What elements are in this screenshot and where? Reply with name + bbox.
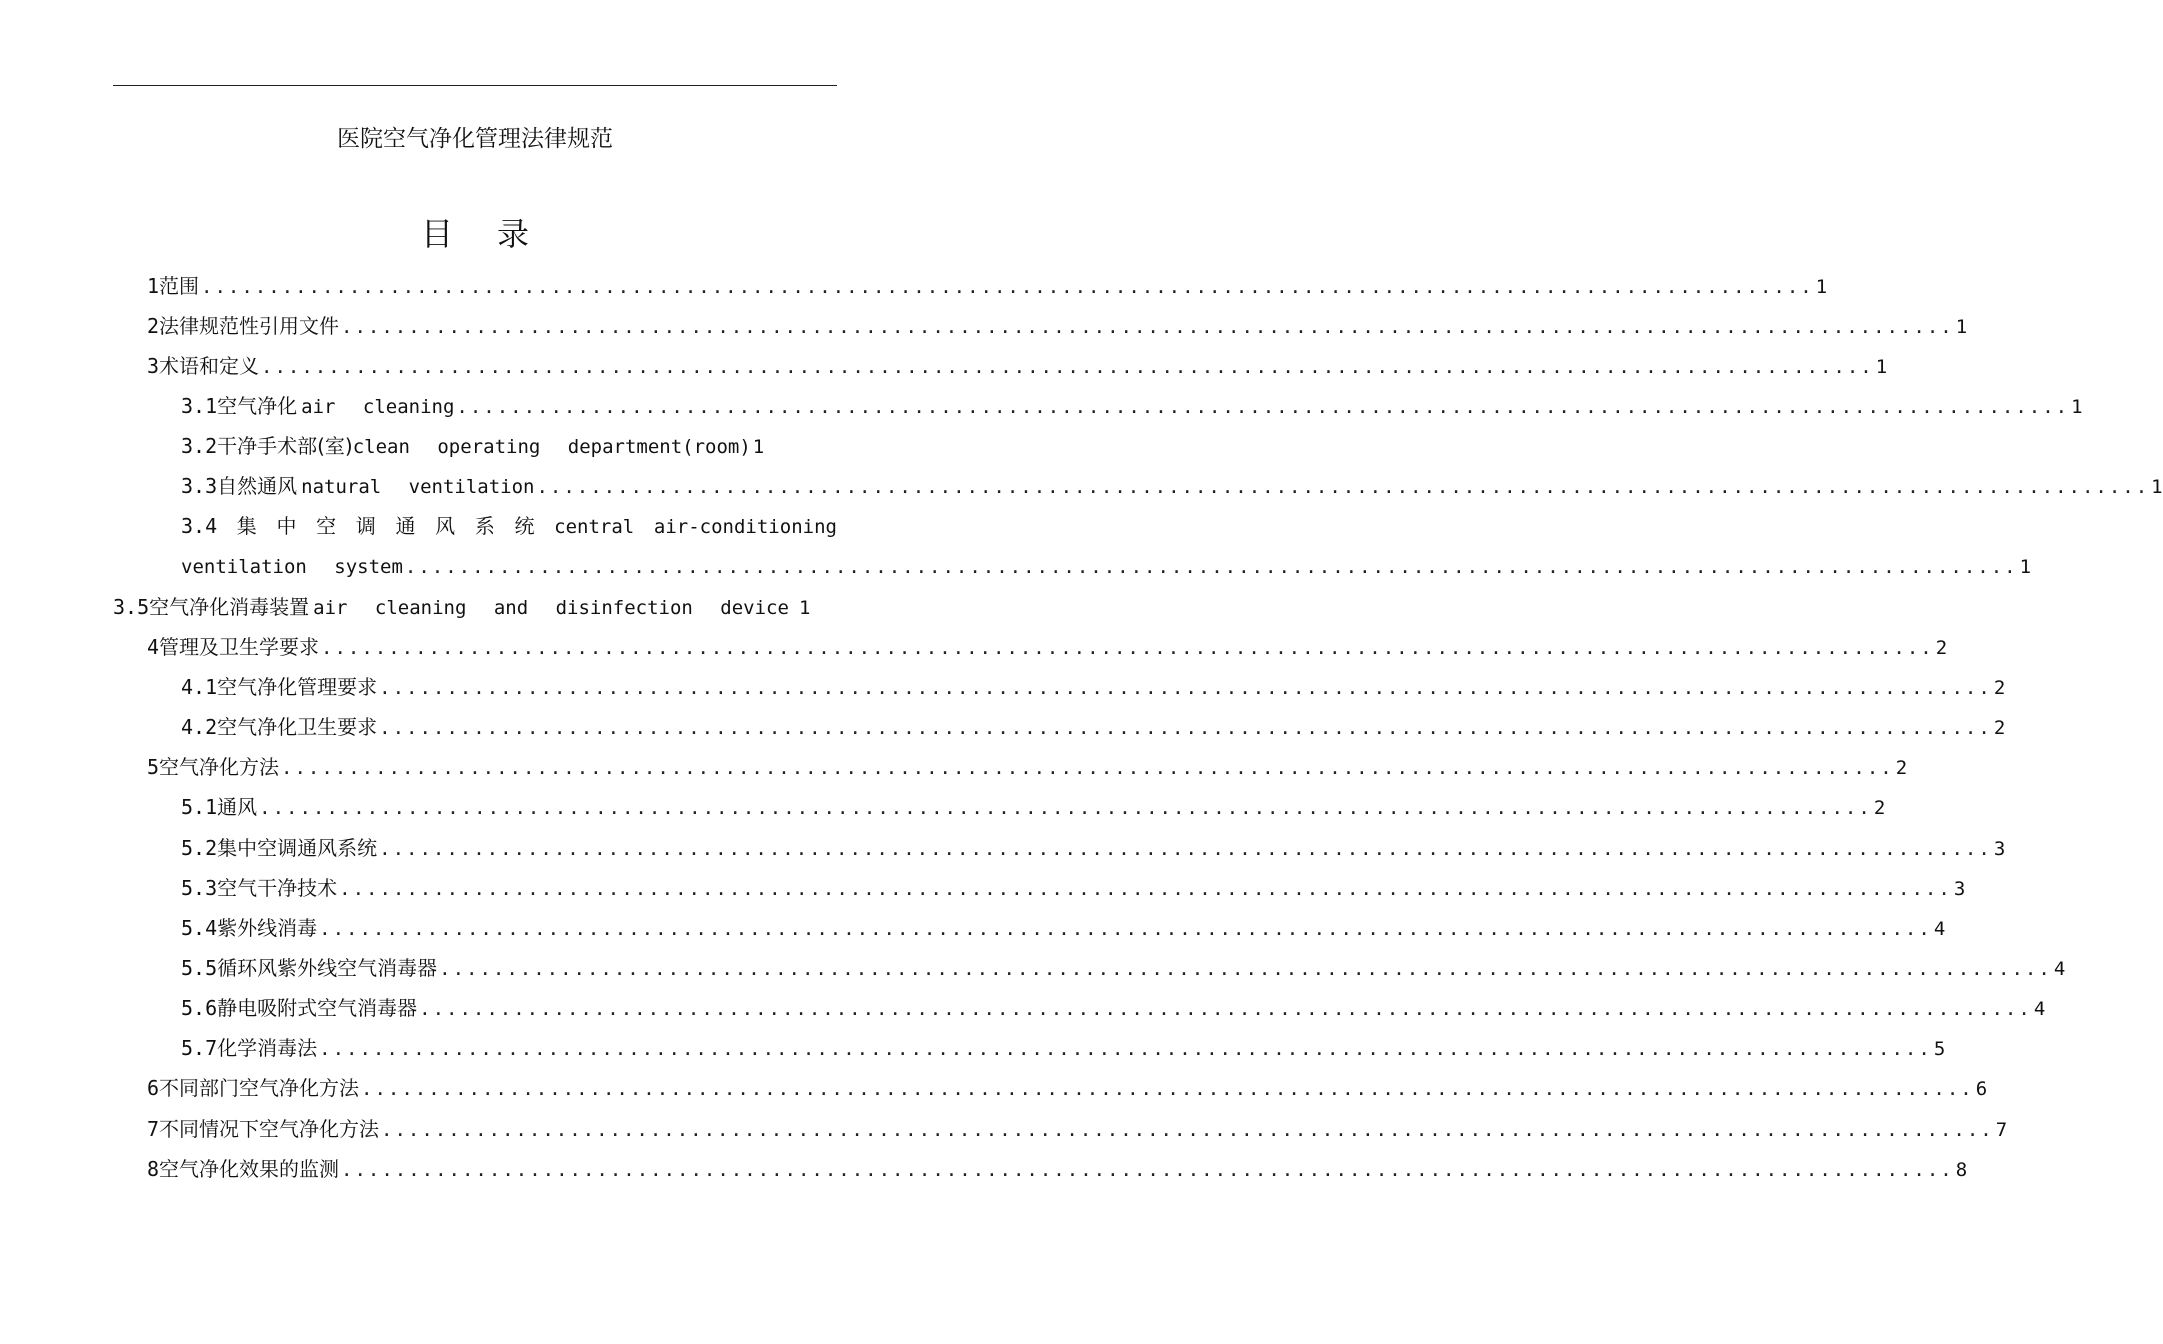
dot-leader: ........................................................................................................................: [339, 878, 1952, 900]
dot-leader: ........................................................................................................................: [319, 1038, 1932, 1060]
toc-entry-title: 不同情况下空气净化方法: [159, 1117, 380, 1141]
toc-entry-title: 管理及卫生学要求: [159, 635, 320, 659]
toc-entry-page: 1: [1875, 356, 1888, 378]
toc-entry-number: 8: [147, 1157, 160, 1181]
toc-entry-title: 不同部门空气净化方法: [159, 1076, 360, 1100]
toc-entry-number: 7: [147, 1117, 160, 1141]
toc-entry-page: 1: [2151, 476, 2163, 498]
toc-entry-english-title: clean operating department(room): [352, 436, 751, 458]
toc-entry-english-title: natural ventilation: [301, 476, 535, 498]
dot-leader: ........................................................................................................................: [456, 396, 2070, 418]
toc-entry-2[interactable]: [147, 311, 1968, 341]
document-title: 医院空气净化管理法律规范: [337, 126, 613, 152]
toc-entry-4-2[interactable]: [181, 712, 2006, 742]
toc-heading-char-1: 目: [420, 215, 453, 253]
toc-entry-page: 8: [1955, 1159, 1968, 1181]
toc-entry-english-title: ventilation system: [181, 556, 403, 578]
dot-leader: ........................................................................................................................: [381, 1119, 1994, 1141]
toc-entry-title: 空气净化管理要求: [217, 675, 378, 699]
toc-entry-title: 法律规范性引用文件: [159, 314, 340, 338]
dot-leader: ........................................................................................................................: [361, 1078, 1974, 1100]
toc-entry-page: 5: [1933, 1038, 1946, 1060]
toc-entry-5-3[interactable]: [181, 873, 1966, 903]
toc-entry-title: 术语和定义: [159, 354, 260, 378]
toc-entry-title: 空气净化: [217, 394, 298, 418]
toc-entry-3-2[interactable]: [181, 431, 791, 461]
toc-entry-title: 静电吸附式空气消毒器: [217, 996, 418, 1020]
toc-entry-number: 5.2: [181, 836, 218, 860]
toc-entry-title-char: 中: [276, 514, 297, 538]
toc-entry-number: 3.1: [181, 394, 218, 418]
toc-entry-5-2[interactable]: [181, 833, 2006, 863]
toc-entry-page: 3: [1953, 878, 1966, 900]
toc-entry-title-char: 系: [474, 514, 495, 538]
toc-entry-page: 1: [798, 597, 811, 619]
toc-entry-5-4[interactable]: [181, 913, 1946, 943]
toc-entry-title: 干净手术部(室): [217, 434, 353, 458]
dot-leader: ........................................................................................................................: [419, 998, 2032, 1020]
toc-entry-5[interactable]: [147, 752, 1908, 782]
toc-entry-title-char: 集: [236, 514, 257, 538]
toc-entry-title: 集中空调通风系统: [217, 836, 378, 860]
toc-entry-3-5[interactable]: [113, 592, 833, 622]
toc-entry-5-7[interactable]: [181, 1033, 1946, 1063]
toc-entry-number: 1: [147, 274, 160, 298]
toc-entry-title: 范围: [159, 274, 200, 298]
toc-entry-number: 3.4: [181, 514, 218, 538]
toc-entry-number: 3.3: [181, 474, 218, 498]
toc-heading-char-2: 录: [497, 215, 530, 253]
toc-entry-3-1[interactable]: [181, 391, 2083, 421]
dot-leader: ........................................................................................................................: [259, 797, 1872, 819]
toc-entry-number: 3.2: [181, 434, 218, 458]
toc-entry-page: 2: [1895, 757, 1908, 779]
dot-leader: ........................................................................................................................: [319, 918, 1932, 940]
toc-entry-title: 循环风紫外线空气消毒器: [217, 956, 438, 980]
toc-entry-3-4[interactable]: [181, 511, 837, 541]
toc-entry-5-1[interactable]: [181, 792, 1886, 822]
toc-entry-english-title: air cleaning and disinfection device: [313, 597, 789, 619]
dot-leader: ........................................................................................................................: [201, 276, 1814, 298]
toc-entry-title-char: 风: [435, 514, 456, 538]
toc-entry-number: 5.7: [181, 1036, 218, 1060]
toc-entry-number: 5.4: [181, 916, 218, 940]
toc-entry-title-char: 统: [514, 514, 535, 538]
dot-leader: ........................................................................................................................: [281, 757, 1894, 779]
toc-entry-title: 空气干净技术: [217, 876, 338, 900]
dot-leader: ........................................................................................................................: [404, 556, 2018, 578]
toc-entry-english-title: air-conditioning: [653, 516, 837, 538]
toc-entry-8[interactable]: [147, 1154, 1968, 1184]
toc-entry-3[interactable]: [147, 351, 1888, 381]
dot-leader: ........................................................................................................................: [341, 316, 1954, 338]
toc-entry-page: 1: [2071, 396, 2083, 418]
dot-leader: ........................................................................................................................: [536, 476, 2150, 498]
toc-entry-page: 7: [1995, 1119, 2008, 1141]
toc-entry-number: 3.5: [113, 595, 150, 619]
toc-entry-page: 2: [1993, 717, 2006, 739]
toc-entry-title: 空气净化消毒装置: [149, 595, 310, 619]
toc-entry-number: 6: [147, 1076, 160, 1100]
toc-entry-number: 4.1: [181, 675, 218, 699]
toc-entry-page: 1: [1955, 316, 1968, 338]
toc-entry-english-title: air cleaning: [301, 396, 455, 418]
toc-entry-page: 3: [1993, 838, 2006, 860]
toc-entry-4[interactable]: [147, 632, 1948, 662]
dot-leader: ........................................................................................................................: [379, 717, 1992, 739]
toc-entry-page: 1: [2019, 556, 2032, 578]
toc-entry-page: 4: [1933, 918, 1946, 940]
dot-leader: ........................................................................................................................: [341, 1159, 1954, 1181]
toc-entry-title-char: 通: [395, 514, 416, 538]
toc-entry-number: 5.3: [181, 876, 218, 900]
toc-entry-4-1[interactable]: [181, 672, 2006, 702]
toc-entry-7[interactable]: [147, 1114, 2008, 1144]
toc-entry-title: 空气净化卫生要求: [217, 715, 378, 739]
toc-entry-title-char: 空: [316, 514, 337, 538]
toc-entry-number: 4: [147, 635, 160, 659]
toc-entry-page: 2: [1873, 797, 1886, 819]
toc-entry-page: 1: [752, 436, 765, 458]
dot-leader: ........................................................................................................................: [321, 637, 1934, 659]
toc-entry-title: 自然通风: [217, 474, 298, 498]
dot-leader: ........................................................................................................................: [261, 356, 1874, 378]
dot-leader: ........................................................................................................................: [439, 958, 2052, 980]
toc-entry-page: 2: [1935, 637, 1948, 659]
toc-entry-title: 化学消毒法: [217, 1036, 318, 1060]
toc-entry-number: 4.2: [181, 715, 218, 739]
toc-entry-page: 2: [1993, 677, 2006, 699]
toc-entry-title: 通风: [217, 795, 258, 819]
toc-entry-number: 5.6: [181, 996, 218, 1020]
toc-entry-number: 3: [147, 354, 160, 378]
toc-entry-6[interactable]: [147, 1073, 1988, 1103]
toc-entry-5-6[interactable]: [181, 993, 2046, 1023]
toc-entry-page: 1: [1815, 276, 1828, 298]
toc-entry-5-5[interactable]: [181, 953, 2066, 983]
toc-entry-3-4-continued[interactable]: [181, 552, 2032, 582]
toc-entry-1[interactable]: [147, 271, 1828, 301]
toc-entry-number: 5.1: [181, 795, 218, 819]
toc-entry-page: 4: [2053, 958, 2066, 980]
toc-entry-number: 2: [147, 314, 160, 338]
toc-entry-number: 5: [147, 755, 160, 779]
toc-entry-title: 空气净化效果的监测: [159, 1157, 340, 1181]
toc-entry-title: 紫外线消毒: [217, 916, 318, 940]
toc-entry-3-3[interactable]: [181, 471, 2163, 501]
toc-entry-page: 4: [2033, 998, 2046, 1020]
toc-entry-title: 空气净化方法: [159, 755, 280, 779]
toc-entry-title-char: 调: [355, 514, 376, 538]
toc-entry-english-title: central: [554, 516, 635, 538]
dot-leader: ........................................................................................................................: [379, 838, 1992, 860]
toc-entry-page: 6: [1975, 1078, 1988, 1100]
dot-leader: ........................................................................................................................: [379, 677, 1992, 699]
toc-entry-number: 5.5: [181, 956, 218, 980]
